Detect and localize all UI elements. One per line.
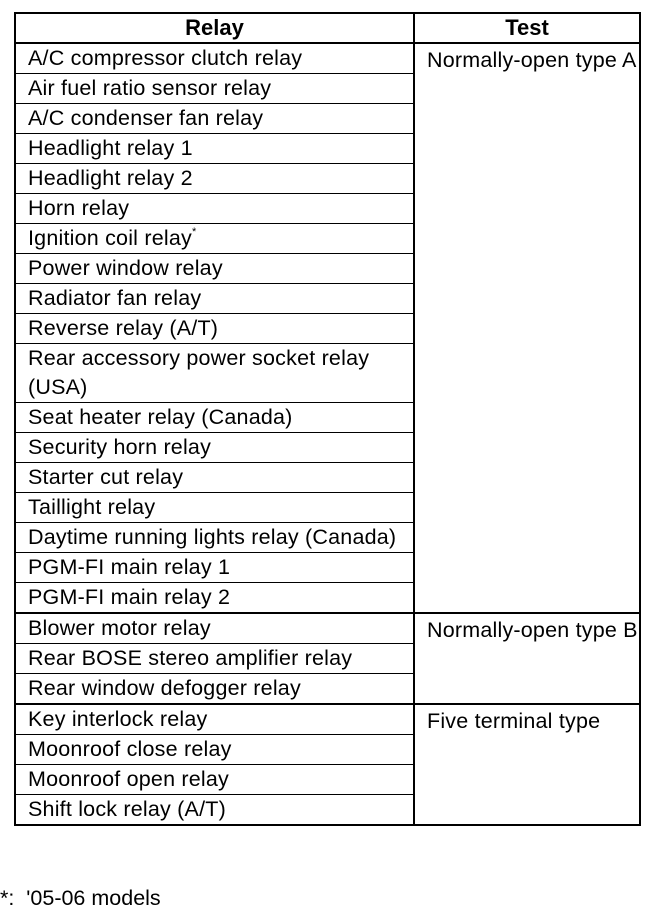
relay-name-cell [15, 194, 414, 224]
footnote-mark: * [0, 886, 9, 910]
relay-name: Security horn relay [28, 435, 212, 459]
relay-name-cell [15, 43, 414, 74]
footnote [0, 884, 161, 913]
relay-name: Radiator fan relay [28, 286, 202, 310]
footnote-text: '05-06 models [26, 886, 161, 910]
test-column-header: Test [414, 13, 640, 43]
relay-name: Air fuel ratio sensor relay [28, 76, 272, 100]
relay-name: PGM-FI main relay 1 [28, 555, 231, 579]
relay-name: A/C condenser fan relay [28, 106, 264, 130]
test-type-cell: Five terminal type [414, 704, 640, 825]
relay-name: Reverse relay (A/T) [28, 316, 219, 340]
relay-name-cell [15, 704, 414, 735]
relay-name: PGM-FI main relay 2 [28, 585, 231, 609]
relay-name: Starter cut relay [28, 465, 184, 489]
relay-name: Moonroof open relay [28, 767, 230, 791]
relay-name: Key interlock relay [28, 707, 208, 731]
relay-name: Daytime running lights relay (Canada) [28, 525, 397, 549]
relay-name-cell [15, 284, 414, 314]
relay-name-cell [15, 553, 414, 583]
relay-name-cell [15, 104, 414, 134]
relay-name: Rear BOSE stereo amplifier relay [28, 646, 353, 670]
relay-column-header: Relay [15, 13, 414, 43]
relay-name-cell [15, 344, 414, 403]
footnote-separator: : [8, 886, 27, 910]
relay-name: Rear window defogger relay [28, 676, 301, 700]
relay-name-cell [15, 493, 414, 523]
relay-name: Headlight relay 2 [28, 166, 193, 190]
table-row [15, 704, 640, 735]
relay-name-cell [15, 403, 414, 433]
relay-name-cell [15, 674, 414, 705]
relay-name-cell [15, 164, 414, 194]
relay-name-cell [15, 613, 414, 644]
relay-test-table [14, 12, 641, 826]
relay-name: Headlight relay 1 [28, 136, 193, 160]
relay-name: Power window relay [28, 256, 223, 280]
relay-name-cell [15, 134, 414, 164]
relay-name: Horn relay [28, 196, 130, 220]
relay-name: Moonroof close relay [28, 737, 232, 761]
footnote-reference-mark: * [191, 226, 197, 238]
table-row [15, 43, 640, 74]
relay-name-cell [15, 644, 414, 674]
relay-name-cell [15, 523, 414, 553]
relay-name-cell [15, 583, 414, 614]
relay-name-cell [15, 224, 414, 254]
test-type-cell: Normally-open type B [414, 613, 640, 704]
relay-name-cell [15, 314, 414, 344]
relay-name-cell [15, 433, 414, 463]
relay-name: Shift lock relay (A/T) [28, 797, 226, 821]
relay-name-cell [15, 735, 414, 765]
relay-name: A/C compressor clutch relay [28, 46, 303, 70]
table-header-row [15, 13, 640, 43]
relay-name: Ignition coil relay [28, 226, 192, 250]
relay-name: Blower motor relay [28, 616, 211, 640]
relay-name: Rear accessory power socket relay (USA) [28, 346, 370, 399]
relay-name-cell [15, 463, 414, 493]
relay-name-cell [15, 254, 414, 284]
relay-name: Taillight relay [28, 495, 156, 519]
relay-name-cell [15, 795, 414, 826]
test-type-cell: Normally-open type A [414, 43, 640, 613]
relay-table-body [15, 43, 640, 825]
relay-name-cell [15, 765, 414, 795]
relay-name-cell [15, 74, 414, 104]
table-row [15, 613, 640, 644]
relay-name: Seat heater relay (Canada) [28, 405, 293, 429]
